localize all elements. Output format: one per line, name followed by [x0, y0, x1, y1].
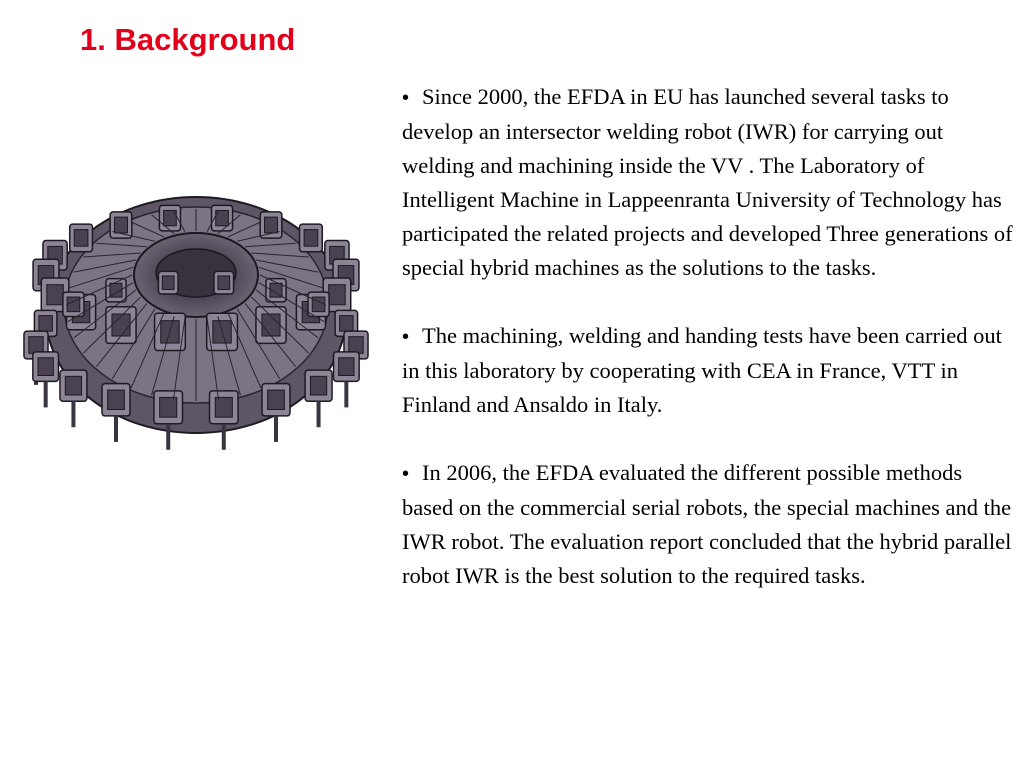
vessel-port	[33, 352, 59, 408]
vessel-port	[106, 307, 136, 344]
vessel-port	[60, 370, 87, 427]
vessel-port	[300, 224, 323, 252]
vessel-port	[262, 384, 290, 442]
bullet-mark: •	[402, 463, 410, 485]
bullet-item	[402, 80, 1014, 285]
bullet-list	[402, 80, 1014, 627]
vessel-port	[158, 271, 178, 294]
vessel-port	[210, 391, 239, 450]
vessel-port	[308, 292, 329, 316]
bullet-item	[402, 456, 1014, 593]
bullet-mark: •	[402, 87, 410, 109]
bullet-text: The machining, welding and handing tests have been carried out in this laboratory by cooperating with CEA in France, VTT in Finland and Ansaldo in Italy.	[402, 323, 1002, 417]
bullet-text: In 2006, the EFDA evaluated the different possible methods based on the commercial serial robots, the special machines and the IWR robot. The evaluation report concluded that the hybrid parallel robot IWR is the best solution to the required tasks.	[402, 460, 1012, 588]
vessel-port	[154, 391, 183, 450]
vessel-port	[102, 384, 130, 442]
vessel-port	[305, 370, 332, 427]
vessel-port	[256, 307, 286, 344]
bullet-mark: •	[402, 326, 410, 348]
slide-title: 1. Background	[80, 22, 296, 57]
vessel-port	[260, 212, 282, 238]
tokamak-vessel-figure	[6, 155, 386, 460]
tokamak-vacuum-vessel-icon	[6, 155, 386, 460]
bullet-item	[402, 319, 1014, 422]
vessel-port	[214, 271, 234, 294]
vessel-port	[334, 352, 360, 408]
vessel-port	[63, 292, 84, 316]
vessel-port	[70, 224, 93, 252]
bullet-text: Since 2000, the EFDA in EU has launched several tasks to develop an intersector welding robot (IWR) for carrying out welding and machining inside the VV . The Laboratory of Intelligent Machine in Lappeenranta University of Technology has participated the related projects and developed Three generations of special hybrid machines as the solutions to the tasks.	[402, 84, 1013, 280]
vessel-port	[110, 212, 132, 238]
